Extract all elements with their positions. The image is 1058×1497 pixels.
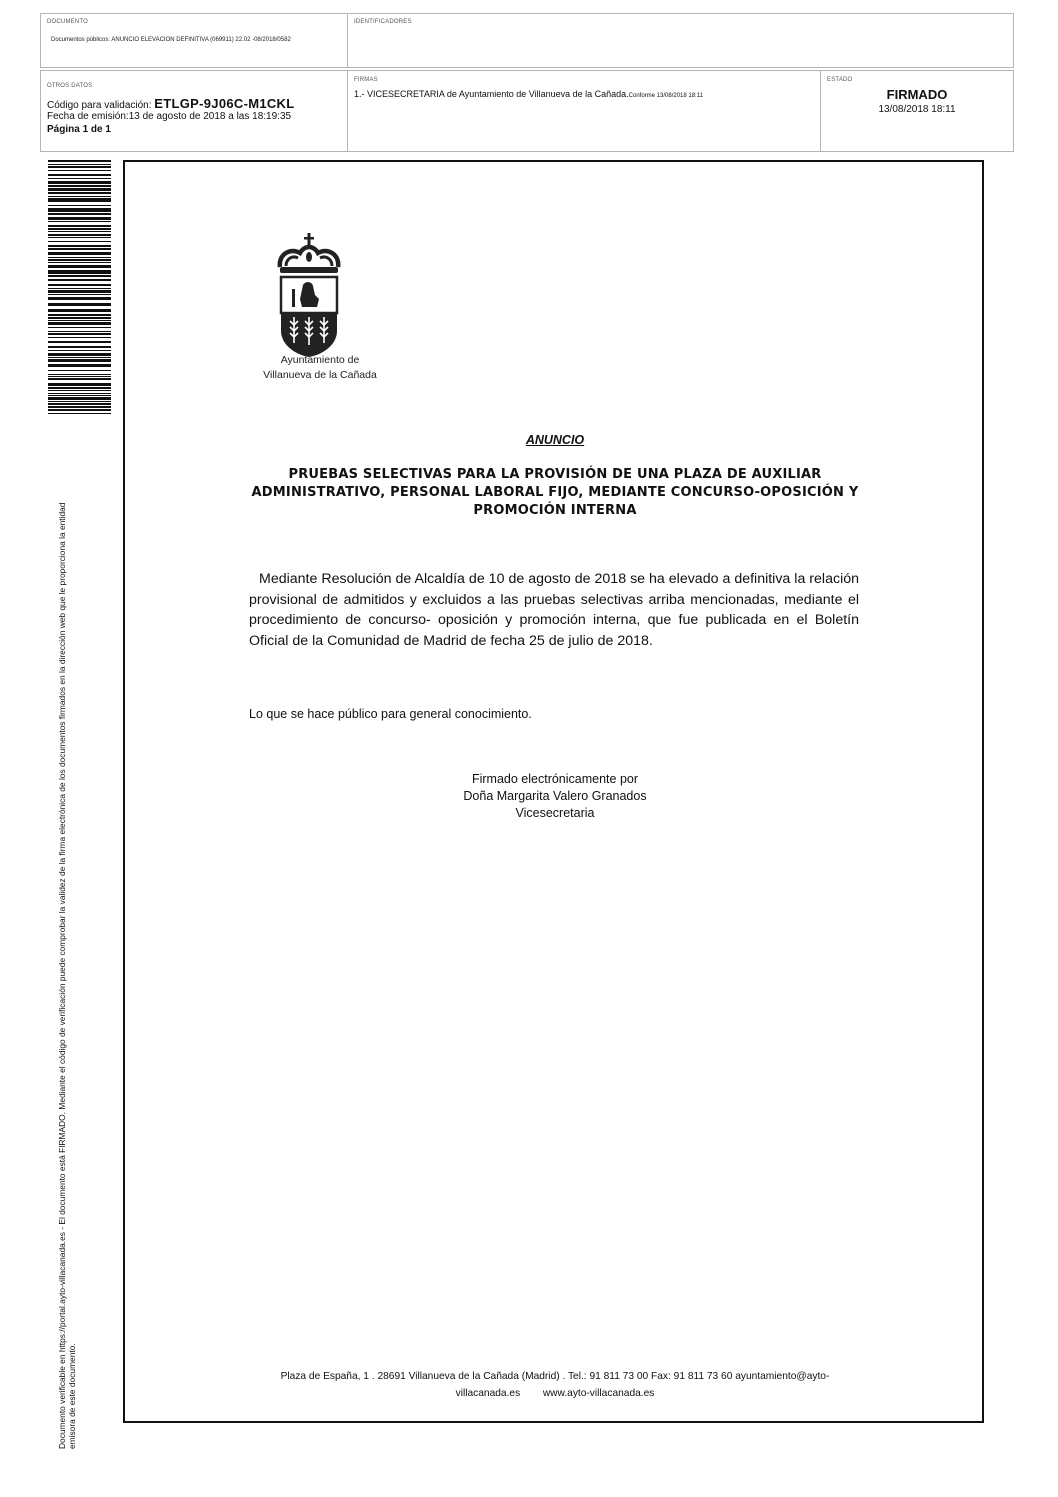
announcement-body: Mediante Resolución de Alcaldía de 10 de agosto de 2018 se ha elevado a definitiva la relación provisional de admitidos y excluidos a las pruebas selectivas arriba mencionadas, mediante el procedimiento de concurso- oposición y promoción interna, que fue publicada en el Boletín Oficial de la Comunidad de Madrid de fecha 25 de julio de 2018. [249,571,859,649]
validation-code[interactable]: ETLGP-9J06C-M1CKL [154,96,295,111]
coat-of-arms-logo [272,233,346,357]
announcement-heading: ANUNCIO [525,433,585,447]
footer-address: Plaza de España, 1 . 28691 Villanueva de la Cañada (Madrid) . Tel.: 91 811 73 00 Fax: 91 811 73 60 ayuntamiento@ayto- [280,1371,830,1382]
announcement-subject: PRUEBAS SELECTIVAS PARA LA PROVISIÓN DE UNA PLAZA DE AUXILIAR ADMINISTRATIVO, PERSONAL LABORAL FIJO, MEDIANTE CONCURSO-OPOSICIÓN Y PROMOCIÓN INTERNA [251,467,859,518]
signature-entry [354,89,703,99]
estado-cell [820,70,1014,152]
otros-datos-cell [40,70,348,152]
side-text-line-2: emisora de este documento. [67,1343,77,1449]
validation-code-line [47,96,294,111]
signature-entry-text: 1.- VICESECRETARIA de Ayuntamiento de Villanueva de la Cañada. [354,89,629,99]
crest-caption-line-1: Ayuntamiento de [280,354,360,366]
signature-entry-detail: Conforme 13/08/2018 18:11 [628,93,703,99]
status-value: FIRMADO [886,87,948,102]
signer-title: Vicesecretaria [515,806,595,820]
closing-statement: Lo que se hace público para general conocimiento. [249,707,532,721]
status-date: 13/08/2018 18:11 [878,104,956,115]
firmas-label: FIRMAS [354,77,378,83]
issue-date: Fecha de emisión:13 de agosto de 2018 a las 18:19:35 [47,111,292,122]
page-count: Página 1 de 1 [47,124,111,135]
signer-name: Doña Margarita Valero Granados [463,789,647,803]
firmas-cell [347,70,821,152]
verification-side-text [57,439,77,1449]
signature-line-1: Firmado electrónicamente por [471,772,639,786]
identificadores-label: IDENTIFICADORES [354,19,412,25]
crest-caption-line-2: Villanueva de la Cañada [263,369,377,381]
footer-web: villacanada.es www.ayto-villacanada.es [455,1388,655,1399]
barcode-image [48,160,111,414]
validation-code-prefix: Código para validación: [47,100,152,111]
estado-label: ESTADO [827,77,853,83]
side-text-line-1: Documento verificable en https://portal.ayto-villacanada.es - El documento está FIRMADO. Mediante el código de verificación puede comprobar la validez de la firma electrónica de los documentos firmados en la dirección web que le proporciona la entidad [57,502,67,1449]
identificadores-cell [347,13,1014,68]
documento-label: DOCUMENTO [47,19,89,25]
documento-text: Documentos públicos: ANUNCIO ELEVACION DEFINITIVA (069911) 22.02 -08/2018/0582 [51,37,291,43]
otros-datos-label: OTROS DATOS [47,83,93,89]
documento-cell [40,13,348,68]
